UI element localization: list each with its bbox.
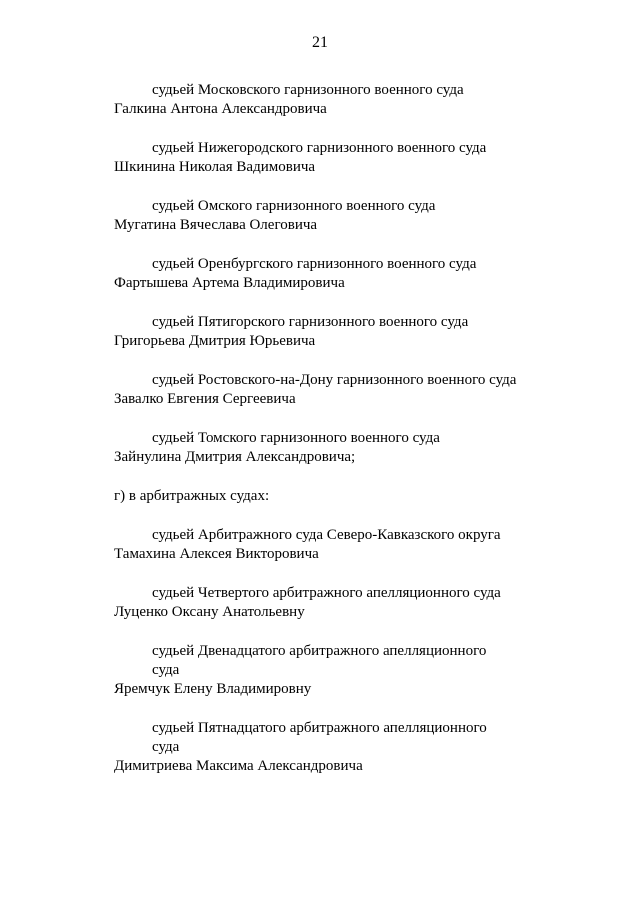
entry-6-name: Завалко Евгения Сергеевича <box>114 391 296 407</box>
arb-entry-4-court: судьей Пятнадцатого арбитражного апелляционного <box>152 720 487 736</box>
arb-entry-2-court: судьей Четвертого арбитражного апелляционного суда <box>152 585 501 601</box>
arb-entry-3-name: Яремчук Елену Владимировну <box>114 681 312 697</box>
arb-entry-3-court-cont: суда <box>152 662 180 678</box>
entry-7-name: Зайнулина Дмитрия Александровича; <box>114 449 356 465</box>
arb-entry-1-name: Тамахина Алексея Викторовича <box>114 546 319 562</box>
entry-2-court: судьей Нижегородского гарнизонного военного суда <box>152 140 487 156</box>
arb-entry-4-court-cont: суда <box>152 739 180 755</box>
entry-1-name: Галкина Антона Александровича <box>114 101 327 117</box>
arb-entry-3-court: судьей Двенадцатого арбитражного апелляционного <box>152 643 487 659</box>
entry-4-name: Фартышева Артема Владимировича <box>114 275 345 291</box>
arb-entry-1-court: судьей Арбитражного суда Северо-Кавказского округа <box>152 527 501 543</box>
entry-2-name: Шкинина Николая Вадимовича <box>114 159 316 175</box>
section-heading: г) в арбитражных судах: <box>114 488 270 504</box>
entry-5-name: Григорьева Дмитрия Юрьевича <box>114 333 316 349</box>
entry-5-court: судьей Пятигорского гарнизонного военного суда <box>152 314 469 330</box>
entry-3-name: Мугатина Вячеслава Олеговича <box>114 217 318 233</box>
entry-4-court: судьей Оренбургского гарнизонного военного суда <box>152 256 477 272</box>
entry-7-court: судьей Томского гарнизонного военного суда <box>152 430 440 446</box>
entry-6-court: судьей Ростовского-на-Дону гарнизонного военного суда <box>152 372 517 388</box>
page-number: 21 <box>312 34 328 51</box>
arb-entry-4-name: Димитриева Максима Александровича <box>114 758 363 774</box>
entry-1-court: судьей Московского гарнизонного военного суда <box>152 82 464 98</box>
arb-entry-2-name: Луценко Оксану Анатольевну <box>114 604 305 620</box>
entry-3-court: судьей Омского гарнизонного военного суда <box>152 198 436 214</box>
